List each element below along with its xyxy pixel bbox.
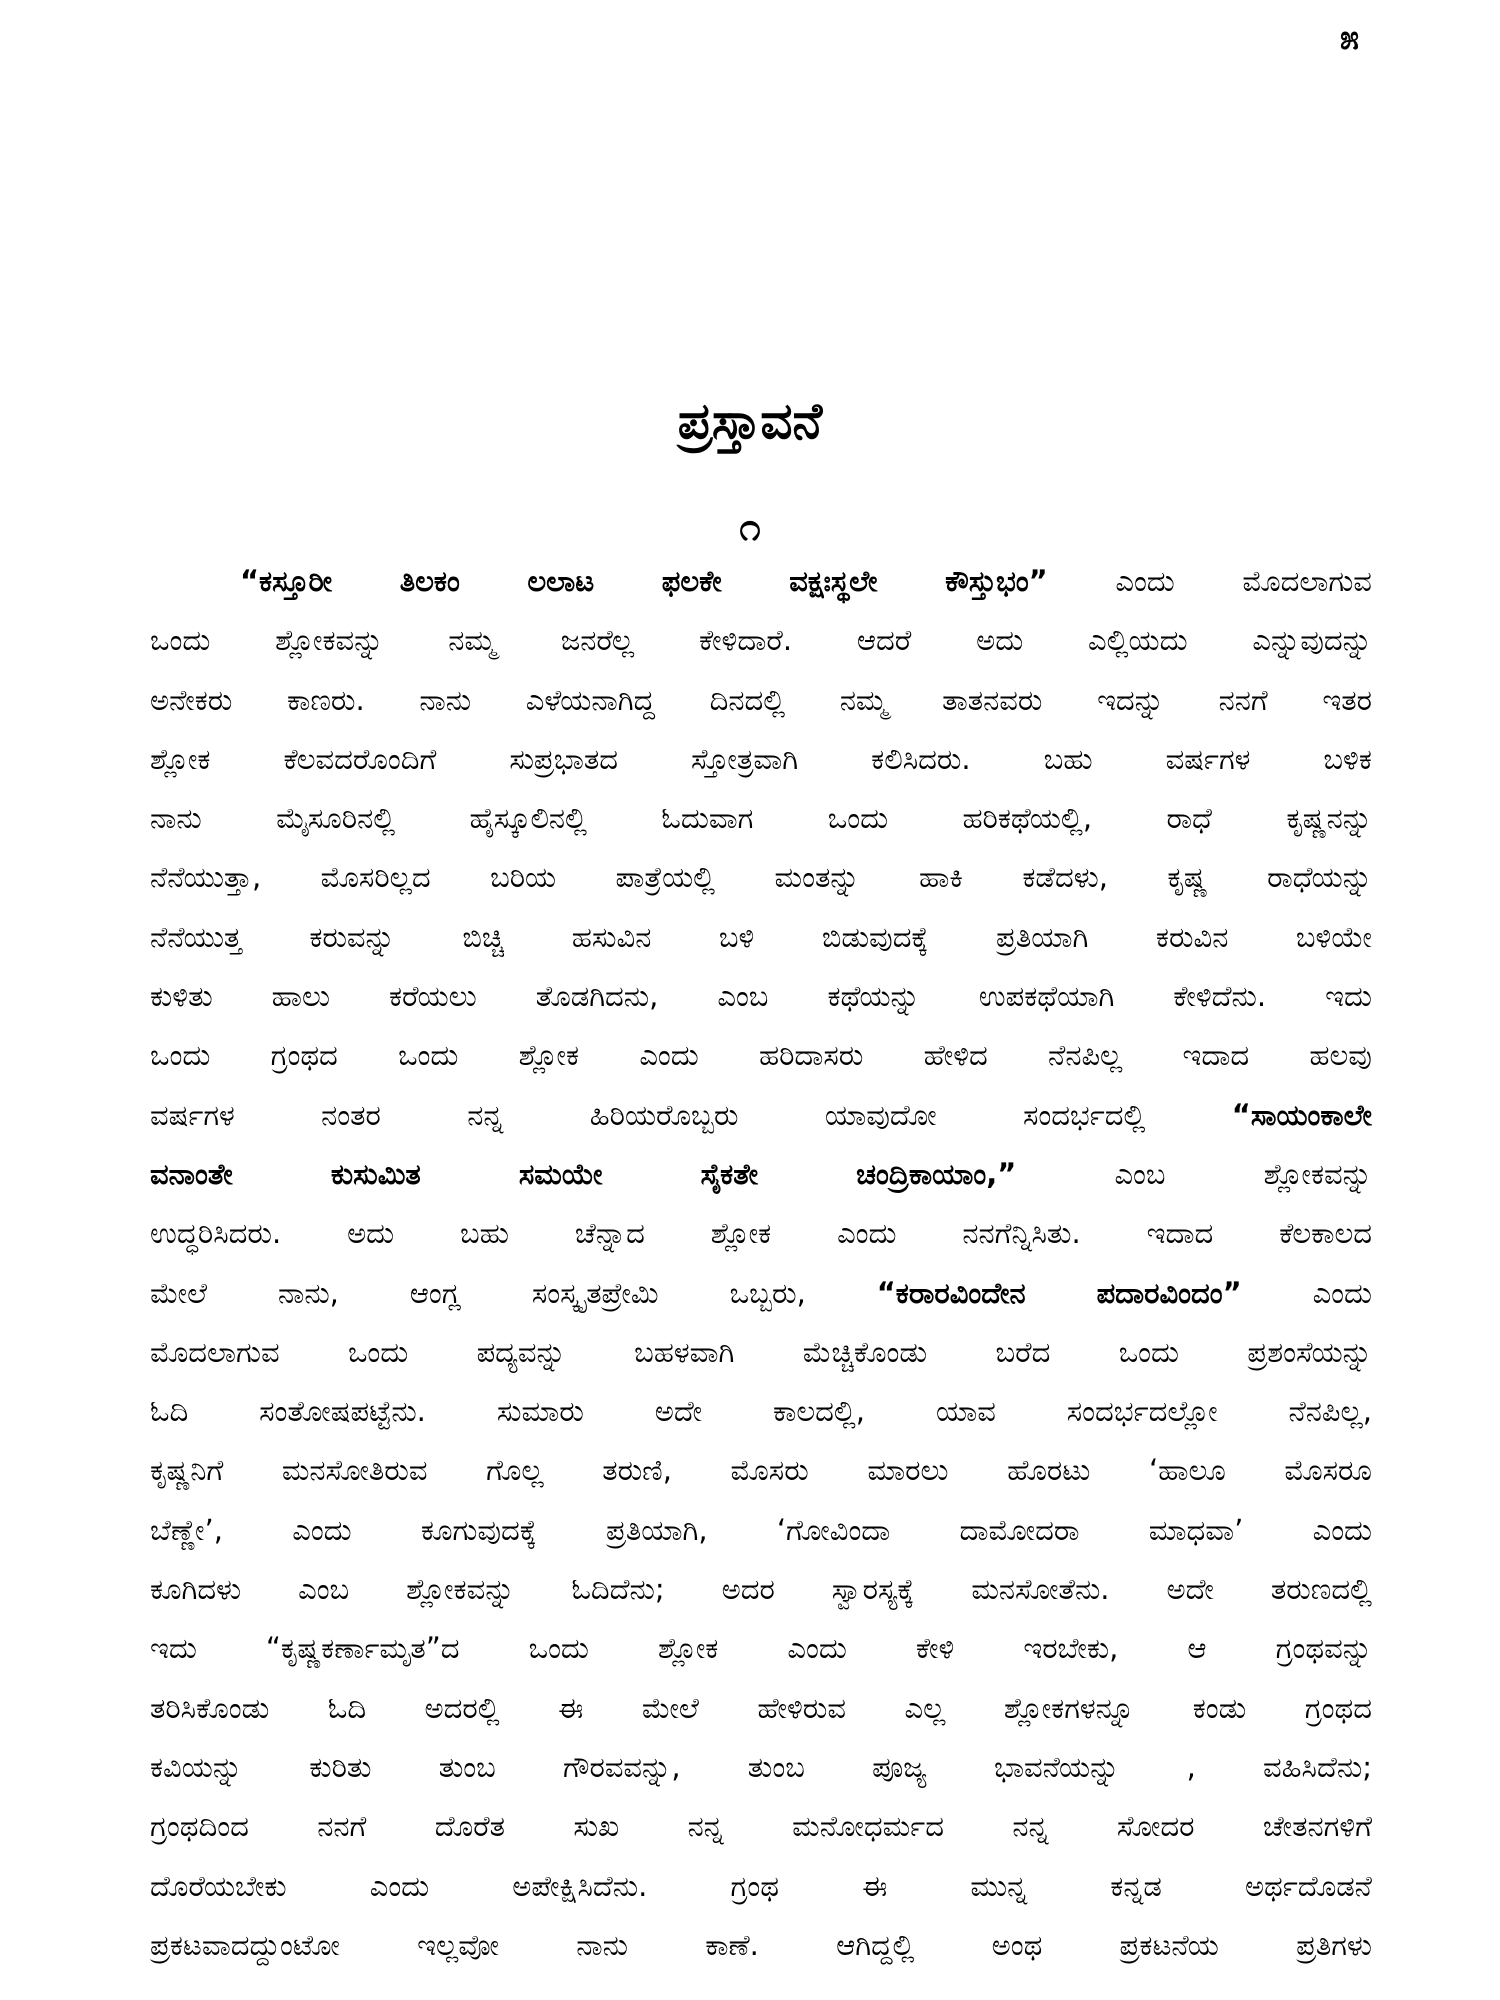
word: ಮೊದಲಾಗುವ xyxy=(150,1334,280,1369)
word: ನಾನು xyxy=(150,801,202,836)
word: ಮನೋಧರ್ಮದ xyxy=(792,1809,944,1844)
word: ಬಳಿಯೇ xyxy=(1295,919,1372,954)
word: ಬಳಿ xyxy=(718,919,755,954)
word: ತುಂಬ xyxy=(438,1749,496,1784)
word: ಇದನ್ನು xyxy=(1097,682,1164,717)
word: ಅದೇ xyxy=(654,1394,703,1429)
word: ಬಿಡುವುದಕ್ಕೆ xyxy=(821,919,929,954)
text-line xyxy=(150,1323,1372,1382)
word: ಶ್ಲೋಕ xyxy=(657,1631,719,1666)
word: ಕೇಳಿ xyxy=(915,1631,955,1666)
word: ಮೈಸೂರಿನಲ್ಲಿ xyxy=(276,801,396,836)
word: ಅದು xyxy=(976,623,1024,658)
word: ಎಂಬ xyxy=(298,1572,350,1607)
word: “ಕರಾರವಿಂದೇನ xyxy=(876,1275,1026,1310)
section-number: ೧ xyxy=(739,505,761,549)
word: ಪಾತ್ರೆಯಲ್ಲಿ xyxy=(615,860,716,895)
word: ಗ್ರಂಥವನ್ನು xyxy=(1275,1631,1372,1666)
word: ಲಲಾಟ xyxy=(527,564,595,598)
text-line xyxy=(150,1797,1372,1856)
word: ಒಂದು xyxy=(827,801,889,836)
word: ಕೇಳಿದಾರೆ. xyxy=(699,623,793,658)
word: ಒಂದು xyxy=(150,623,211,658)
word: ತುಂಬ xyxy=(747,1749,805,1784)
word: , xyxy=(1186,1749,1196,1784)
word: ‘ಗೋವಿಂದಾ xyxy=(776,1512,891,1547)
word: ರಾಧೆ xyxy=(1166,801,1212,836)
word: “ಸಾಯಂಕಾಲೇ xyxy=(1231,1097,1372,1132)
word: ಕೃಷ್ಣನನ್ನು xyxy=(1286,801,1372,836)
word: ವರ್ಷಗಳ xyxy=(150,1097,235,1132)
word: ಸುಖ xyxy=(573,1809,620,1844)
text-line xyxy=(150,552,1372,611)
word: ಕುಸುಮಿತ xyxy=(330,1156,421,1191)
text-line xyxy=(150,1441,1372,1500)
word: ನನ್ನ xyxy=(687,1809,724,1844)
word: ಎಂಬ xyxy=(717,979,769,1014)
text-line xyxy=(150,1145,1372,1204)
word: ಎಲ್ಲ xyxy=(904,1690,946,1725)
word: ಅದು xyxy=(347,1216,395,1251)
word: ರಾಧೆಯನ್ನು xyxy=(1267,860,1372,895)
word: ಹಾಲು xyxy=(271,979,331,1014)
word: ಮೆಚ್ಚಿಕೊಂಡು xyxy=(802,1334,928,1369)
word: ಸುಮಾರು xyxy=(496,1394,584,1429)
word: ಜನರೆಲ್ಲ xyxy=(560,623,635,658)
word: ಮುನ್ನ xyxy=(970,1868,1028,1903)
word: ವರ್ಷಗಳ xyxy=(1165,741,1251,776)
word: ಕೆಲವದರೊಂದಿಗೆ xyxy=(283,741,437,776)
word: ನನಗೆ xyxy=(1218,682,1268,717)
word: ಕೂಗುವುದಕ್ಕೆ xyxy=(420,1512,537,1547)
word: ದಾಮೋದರಾ xyxy=(959,1512,1080,1547)
text-line xyxy=(150,1026,1372,1085)
word: ನಮ್ಮ xyxy=(448,623,496,658)
word: ಎಂದು xyxy=(1115,564,1175,598)
word: ಕಡೆದಳು, xyxy=(1022,860,1108,895)
word: ಎಲ್ಲಿಯದು xyxy=(1088,623,1188,658)
word: ಈ xyxy=(862,1868,888,1903)
word: ಈ xyxy=(558,1690,584,1725)
word: ಕೆಲಕಾಲದ xyxy=(1279,1216,1372,1251)
word: ತಾತನವರು xyxy=(942,682,1043,717)
word: ಓದಿದೆನು; xyxy=(571,1572,665,1607)
word: ನಾನು xyxy=(576,1927,628,1962)
word: ಸೈಕತೇ xyxy=(700,1156,759,1191)
word: ಕರುವನ್ನು xyxy=(309,919,395,954)
word: ಇದು xyxy=(1325,979,1372,1014)
word: ಬಹು xyxy=(1043,741,1093,776)
word: ಸ್ತೋತ್ರವಾಗಿ xyxy=(690,741,799,776)
word: ನನ್ನ xyxy=(467,1097,504,1132)
word: ತರುಣಿ, xyxy=(602,1453,672,1488)
word: ಎಂಬ xyxy=(1114,1156,1166,1191)
word: ಪ್ರತಿಯಾಗಿ, xyxy=(605,1512,708,1547)
word: ಸಂಸ್ಕೃತಪ್ರೇಮಿ xyxy=(531,1275,659,1310)
word: ಮೇಲೆ xyxy=(150,1275,208,1310)
word: ಹಿರಿಯರೊಬ್ಬರು xyxy=(589,1097,739,1132)
word: ಯಾವ xyxy=(935,1394,996,1429)
word: ಮನಸೋತೆನು. xyxy=(971,1572,1110,1607)
word: ಹೇಳಿದ xyxy=(923,1038,988,1073)
word: ಮಾಧವಾ’ xyxy=(1148,1512,1244,1547)
word: ಆದರೆ xyxy=(856,623,912,658)
word: ಕೃಷ್ಣನಿಗೆ xyxy=(150,1453,224,1488)
word: ಓದುವಾಗ xyxy=(661,801,754,836)
word: ಪದ್ಯವನ್ನು xyxy=(476,1334,566,1369)
text-line xyxy=(150,789,1372,848)
text-line xyxy=(150,1916,1372,1975)
word: ಪ್ರಕಟನೆಯ xyxy=(1119,1927,1219,1962)
word: ನಾನು, xyxy=(277,1275,339,1310)
word: ಹಲವು xyxy=(1309,1038,1372,1073)
word: ಉಪಕಥೆಯಾಗಿ xyxy=(978,979,1115,1014)
word: ಹೈಸ್ಕೂಲಿನಲ್ಲಿ xyxy=(469,801,587,836)
word: ಎಂದು xyxy=(837,1216,897,1251)
word: ಎಂದು xyxy=(639,1038,699,1073)
word: ಹಾಕಿ xyxy=(919,860,963,895)
text-line xyxy=(150,1619,1372,1678)
word: ಬಳಿಕ xyxy=(1323,741,1372,776)
word: ಮೊಸರು xyxy=(730,1453,809,1488)
word: ಎನ್ನುವುದನ್ನು xyxy=(1252,623,1372,658)
word: ನನ್ನ xyxy=(1012,1809,1049,1844)
word: ಎಂದು xyxy=(1312,1275,1372,1310)
text-line xyxy=(150,1857,1372,1916)
word: ಆ xyxy=(1187,1631,1207,1666)
text-line xyxy=(150,1560,1372,1619)
text-line xyxy=(150,1382,1372,1441)
text-line xyxy=(150,611,1372,670)
word: ಹರಿದಾಸರು xyxy=(759,1038,864,1073)
word: ಸುಪ್ರಭಾತದ xyxy=(509,741,618,776)
text-line xyxy=(150,1738,1372,1797)
word: ನೆನೆಯುತ್ತಾ, xyxy=(150,860,262,895)
text-line xyxy=(150,1086,1372,1145)
word: ಒಂದು xyxy=(347,1334,409,1369)
word: ನೆನಪಿಲ್ಲ xyxy=(1048,1038,1123,1073)
word: ಇದಾದ xyxy=(1146,1216,1214,1251)
word: ಇದಾದ xyxy=(1182,1038,1250,1073)
word: ಒಂದು xyxy=(528,1631,589,1666)
word: ಮೊಸರಿಲ್ಲದ xyxy=(320,860,431,895)
word: ಕುಳಿತು xyxy=(150,979,213,1014)
word: ತೊಡಗಿದನು, xyxy=(535,979,659,1014)
word: ಕುರಿತು xyxy=(309,1749,372,1784)
word: ಅಂಥ xyxy=(991,1927,1043,1962)
word: ದೊರೆಯಬೇಕು xyxy=(150,1868,287,1903)
text-line xyxy=(150,1679,1372,1738)
text-line xyxy=(150,1501,1372,1560)
word: ಮೊಸರೂ xyxy=(1284,1453,1372,1488)
word: ಎಂದು xyxy=(787,1631,847,1666)
word: ಹರಿಕಥೆಯಲ್ಲಿ, xyxy=(962,801,1093,836)
word: ಕಾಣೆ. xyxy=(705,1927,759,1962)
text-line xyxy=(150,730,1372,789)
word: ಚೇತನಗಳಿಗೆ xyxy=(1262,1809,1372,1844)
text-line xyxy=(150,1264,1372,1323)
word: ದೊರೆತ xyxy=(434,1809,506,1844)
word: ಪೂಜ್ಯ xyxy=(872,1749,927,1784)
word: ನಾನು xyxy=(419,682,472,717)
word: ಮೇಲೆ xyxy=(641,1690,699,1725)
word: ಅರ್ಥದೊಡನೆ xyxy=(1244,1868,1372,1903)
word: ಗ್ರಂಥ xyxy=(730,1868,779,1903)
word: ದಿನದಲ್ಲಿ xyxy=(709,682,786,717)
word: ಮಾರಲು xyxy=(867,1453,949,1488)
word: ಕಥೆಯನ್ನು xyxy=(827,979,920,1014)
word: ಬಹಳವಾಗಿ xyxy=(634,1334,735,1369)
word: ಬೆಣ್ಣೇ’, xyxy=(150,1512,223,1547)
word: ಕೌಸ್ತುಭಂ” xyxy=(945,564,1048,598)
word: ಕೂಗಿದಳು xyxy=(150,1572,242,1607)
word: ಶ್ಲೋಕವನ್ನು xyxy=(275,623,384,658)
word: ಅದರಲ್ಲಿ xyxy=(424,1690,500,1725)
word: ಕಾಲದಲ್ಲಿ, xyxy=(773,1394,866,1429)
word: ಉದ್ಧರಿಸಿದರು. xyxy=(150,1216,282,1251)
word: ಓದಿ xyxy=(150,1394,189,1429)
word: ಹಸುವಿನ xyxy=(571,919,652,954)
word: ನೆನೆಯುತ್ತ xyxy=(150,919,242,954)
word: ಎಂದು xyxy=(1312,1512,1372,1547)
word: ನಮ್ಮ xyxy=(839,682,888,717)
word: ಅದೇ xyxy=(1166,1572,1214,1607)
word: ನಂತರ xyxy=(321,1097,381,1132)
word: ಗ್ರಂಥದ xyxy=(1304,1690,1372,1725)
word: ಅದರ xyxy=(721,1572,775,1607)
word: ಶ್ಲೋಕ xyxy=(150,741,211,776)
word: ತರುಣದಲ್ಲಿ xyxy=(1270,1572,1372,1607)
word: ‘ಹಾಲೂ xyxy=(1148,1453,1226,1488)
word: ಓದಿ xyxy=(327,1690,367,1725)
word: ಬಹು xyxy=(460,1216,509,1251)
word: ಸೋದರ xyxy=(1116,1809,1195,1844)
word: ಗೌರವವನ್ನು, xyxy=(563,1749,681,1784)
word: ಆಗಿದ್ದಲ್ಲಿ xyxy=(836,1927,915,1962)
text-line xyxy=(150,848,1372,907)
word: ಮಂತನ್ನು xyxy=(774,860,860,895)
word: ಎಳೆಯನಾಗಿದ್ದ xyxy=(525,682,655,717)
word: ಅಪೇಕ್ಷಿಸಿದೆನು. xyxy=(512,1868,648,1903)
word: ಶ್ಲೋಕ xyxy=(710,1216,772,1251)
body-text xyxy=(150,552,1372,1975)
word: ಮನಸೋತಿರುವ xyxy=(281,1453,428,1488)
word: ವಕ್ಷಃಸ್ಥಲೇ xyxy=(789,564,878,598)
word: ಬರಿಯ xyxy=(490,860,557,895)
word: ಹೊರಟು xyxy=(1007,1453,1091,1488)
word: ಅನೇಕರು xyxy=(150,682,233,717)
word: ಕಂಡು xyxy=(1192,1690,1247,1725)
word: ಸಮಯೇ xyxy=(518,1156,603,1191)
word: ಕರೆಯಲು xyxy=(389,979,477,1014)
word: ತರಿಸಿಕೊಂಡು xyxy=(150,1690,270,1725)
word: ಭಾವನೆಯನ್ನು xyxy=(994,1749,1120,1784)
word: ಇದು xyxy=(150,1631,197,1666)
word: ಕೇಳಿದೆನು. xyxy=(1173,979,1267,1014)
word: ಗ್ರಂಥದ xyxy=(270,1038,338,1073)
word: ಕಾಣರು. xyxy=(287,682,365,717)
word: ಎಂದು xyxy=(292,1512,352,1547)
word: ಪ್ರತಿಗಳು xyxy=(1296,1927,1372,1962)
word: ಸ್ವಾರಸ್ಯಕ್ಕೆ xyxy=(831,1572,915,1607)
word: ಮೊದಲಾಗುವ xyxy=(1242,564,1372,598)
text-line xyxy=(150,671,1372,730)
word: ಹೇಳಿರುವ xyxy=(757,1690,846,1725)
word: ಶ್ಲೋಕ xyxy=(518,1038,580,1073)
word: ಕೃಷ್ಣ xyxy=(1167,860,1208,895)
text-line xyxy=(150,1204,1372,1263)
word: ಪ್ರಶಂಸೆಯನ್ನು xyxy=(1247,1334,1372,1369)
word: ಸಂತೋಷಪಟ್ಟೆನು. xyxy=(259,1394,426,1429)
word: ವನಾಂತೇ xyxy=(150,1156,233,1191)
word: ಇರಬೇಕು, xyxy=(1023,1631,1119,1666)
word: ಪ್ರತಿಯಾಗಿ xyxy=(995,919,1089,954)
word: ಒಂದು xyxy=(398,1038,459,1073)
word: ಆಂಗ್ಲ xyxy=(409,1275,461,1310)
word: “ಕೃಷ್ಣಕರ್ಣಾಮೃತ”ದ xyxy=(265,1631,460,1666)
word: ಇಲ್ಲವೋ xyxy=(417,1927,500,1962)
word: ಪದಾರವಿಂದಂ” xyxy=(1096,1275,1242,1310)
word: ಒಂದು xyxy=(150,1038,211,1073)
word: ಯಾವುದೋ xyxy=(824,1097,937,1132)
word: ನನಗೆ xyxy=(317,1809,367,1844)
text-line xyxy=(150,908,1372,967)
word: ಫಲಕೇ xyxy=(661,564,722,598)
word: ಬರೆದ xyxy=(995,1334,1051,1369)
word: ಶ್ಲೋಕವನ್ನು xyxy=(406,1572,515,1607)
word: ನನಗೆನ್ನಿಸಿತು. xyxy=(962,1216,1081,1251)
word: ಬಿಚ್ಚಿ xyxy=(462,919,505,954)
word: ವಹಿಸಿದೆನು; xyxy=(1263,1749,1372,1784)
word: ಕಲಿಸಿದರು. xyxy=(871,741,971,776)
word: ಪ್ರಕಟವಾದದ್ದುಂಟೋ xyxy=(150,1927,340,1962)
word: ಎಂದು xyxy=(369,1868,430,1903)
chapter-title: ಪ್ರಸ್ತಾವನೆ xyxy=(677,392,823,450)
text-line xyxy=(150,967,1372,1026)
word: ಒಂದು xyxy=(1118,1334,1179,1369)
page-number: ೫ xyxy=(1340,18,1360,58)
word: ಗ್ರಂಥದಿಂದ xyxy=(150,1809,249,1844)
word: ಕವಿಯನ್ನು xyxy=(150,1749,243,1784)
word: ಕನ್ನಡ xyxy=(1110,1868,1162,1903)
word: ಸಂದರ್ಭದಲ್ಲೋ xyxy=(1066,1394,1218,1429)
word: ಒಬ್ಬರು, xyxy=(729,1275,806,1310)
word: ತಿಲಕಂ xyxy=(399,564,460,598)
word: ಶ್ಲೋಕವನ್ನು xyxy=(1263,1156,1372,1191)
word: ಸಂದರ್ಭದಲ್ಲಿ xyxy=(1022,1097,1146,1132)
word: ನೆನಪಿಲ್ಲ, xyxy=(1288,1394,1372,1429)
word: “ಕಸ್ತೂರೀ xyxy=(240,564,333,598)
word: ಚೆನ್ನಾದ xyxy=(574,1216,645,1251)
word: ಕರುವಿನ xyxy=(1155,919,1229,954)
word: ಚಂದ್ರಿಕಾಯಾಂ,” xyxy=(856,1156,1017,1191)
word: ಇತರ xyxy=(1322,682,1372,717)
word: ಗೊಲ್ಲ xyxy=(486,1453,544,1488)
word: ಶ್ಲೋಕಗಳನ್ನೂ xyxy=(1003,1690,1135,1725)
